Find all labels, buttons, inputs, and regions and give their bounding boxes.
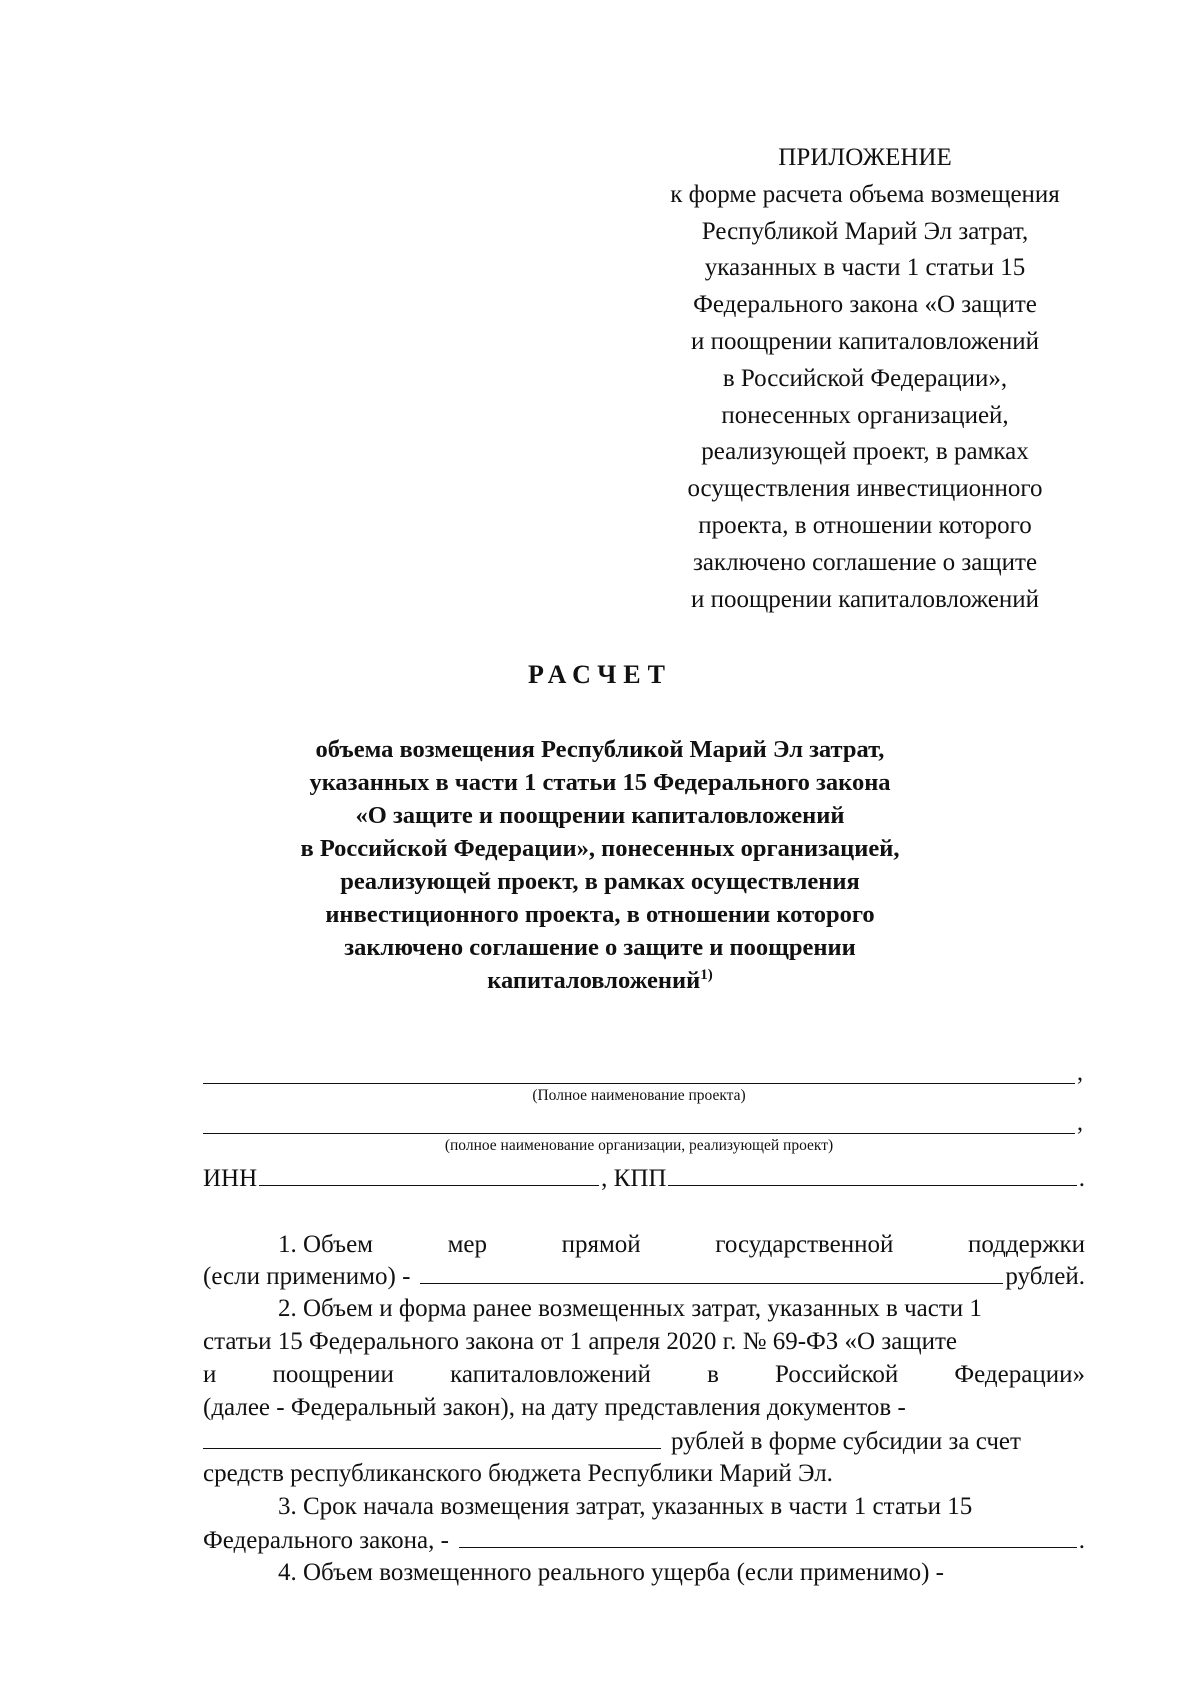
inn-kpp-period: . — [1078, 1165, 1085, 1192]
subtitle-line: инвестиционного проекта, в отношении которого — [325, 901, 875, 928]
item-3-line-1: 3. Срок начала возмещения затрат, указанных в части 1 статьи 15 — [278, 1493, 973, 1520]
kpp-field[interactable] — [668, 1163, 1076, 1186]
item-2-word: капиталовложений — [450, 1361, 651, 1388]
item-3-text: Федерального закона, - — [203, 1527, 449, 1554]
subtitle-line: заключено соглашение о защите и поощрении — [344, 934, 856, 961]
inn-field[interactable] — [259, 1163, 599, 1186]
reimbursement-start-field[interactable] — [459, 1525, 1077, 1548]
item-2-word: поощрении — [272, 1361, 394, 1388]
item-1-text: (если применимо) - — [203, 1263, 411, 1290]
appendix-line: и поощрении капиталовложений — [690, 585, 1040, 613]
item-2-line-6: средств республиканского бюджета Республики Марий Эл. — [203, 1460, 833, 1487]
subtitle-line: реализующей проект, в рамках осуществления — [340, 868, 860, 895]
item-4-line-1: 4. Объем возмещенного реального ущерба (если применимо) - — [278, 1559, 944, 1586]
item-1-line-2 — [203, 1261, 1085, 1292]
appendix-block — [600, 140, 1130, 618]
item-2-word: Федерации» — [954, 1361, 1085, 1388]
subtitle-line: в Российской Федерации», понесенных организацией, — [300, 835, 900, 862]
appendix-line: понесенных организацией, — [721, 401, 1009, 429]
document-title: РАСЧЕТ — [528, 660, 672, 689]
item-2-word: в — [707, 1361, 719, 1388]
project-name-line[interactable] — [203, 1083, 1075, 1084]
appendix-line: и поощрении капиталовложений — [690, 327, 1040, 355]
item-1-line-1 — [278, 1230, 1085, 1260]
item-2-text: рублей в форме субсидии за счет — [671, 1428, 1021, 1455]
previous-costs-amount-field[interactable] — [203, 1426, 661, 1449]
subtitle-last-line — [150, 964, 1050, 997]
project-name-comma: , — [1077, 1060, 1083, 1086]
organization-name-caption: (полное наименование организации, реализующей проект) — [444, 1137, 834, 1154]
direct-support-amount-field[interactable] — [420, 1261, 1003, 1284]
item-1-word: поддержки — [968, 1231, 1085, 1258]
appendix-title: ПРИЛОЖЕНИЕ — [778, 144, 952, 171]
item-3-period: . — [1078, 1527, 1085, 1554]
subtitle-line: «О защите и поощрении капиталовложений — [355, 802, 845, 829]
appendix-line: реализующей проект, в рамках — [701, 438, 1029, 466]
item-1-word: государственной — [715, 1231, 894, 1258]
document-subtitle — [150, 733, 1050, 997]
appendix-line: Республикой Марий Эл затрат, — [701, 217, 1029, 245]
appendix-line: проекта, в отношении которого — [698, 511, 1032, 539]
item-3-line-2 — [203, 1525, 1085, 1556]
item-1-rubles: рублей. — [1005, 1263, 1085, 1290]
organization-name-line[interactable] — [203, 1133, 1075, 1134]
item-2-line-1: 2. Объем и форма ранее возмещенных затрат, указанных в части 1 — [278, 1295, 982, 1322]
appendix-line: заключено соглашение о защите — [692, 548, 1038, 576]
item-1-word: прямой — [561, 1231, 641, 1258]
organization-name-comma: , — [1077, 1110, 1083, 1136]
kpp-label: , КПП — [601, 1165, 667, 1192]
footnote-mark: 1) — [700, 967, 713, 983]
item-1-word: 1. Объем — [278, 1231, 373, 1258]
appendix-line: к форме расчета объема возмещения — [670, 180, 1060, 208]
appendix-line: в Российской Федерации», — [722, 364, 1008, 392]
item-2-line-5 — [203, 1426, 1085, 1457]
subtitle-line: капиталовложений — [487, 967, 701, 994]
subtitle-line: объема возмещения Республикой Марий Эл затрат, — [315, 736, 885, 763]
item-2-word: и — [203, 1361, 217, 1388]
inn-label: ИНН — [203, 1165, 258, 1192]
appendix-line: указанных в части 1 статьи 15 — [704, 254, 1026, 282]
item-2-line-4: (далее - Федеральный закон), на дату представления документов - — [203, 1394, 906, 1421]
item-2-word: Российской — [775, 1361, 899, 1388]
appendix-line: Федерального закона «О защите — [693, 291, 1037, 319]
item-2-line-3 — [203, 1360, 1085, 1390]
appendix-line: осуществления инвестиционного — [687, 475, 1043, 503]
project-name-caption: (Полное наименование проекта) — [532, 1087, 746, 1104]
subtitle-line: указанных в части 1 статьи 15 Федерального закона — [309, 769, 891, 796]
inn-kpp-row — [203, 1163, 1085, 1194]
item-2-line-2: статьи 15 Федерального закона от 1 апреля 2020 г. № 69-ФЗ «О защите — [203, 1328, 957, 1355]
item-1-word: мер — [447, 1231, 487, 1258]
